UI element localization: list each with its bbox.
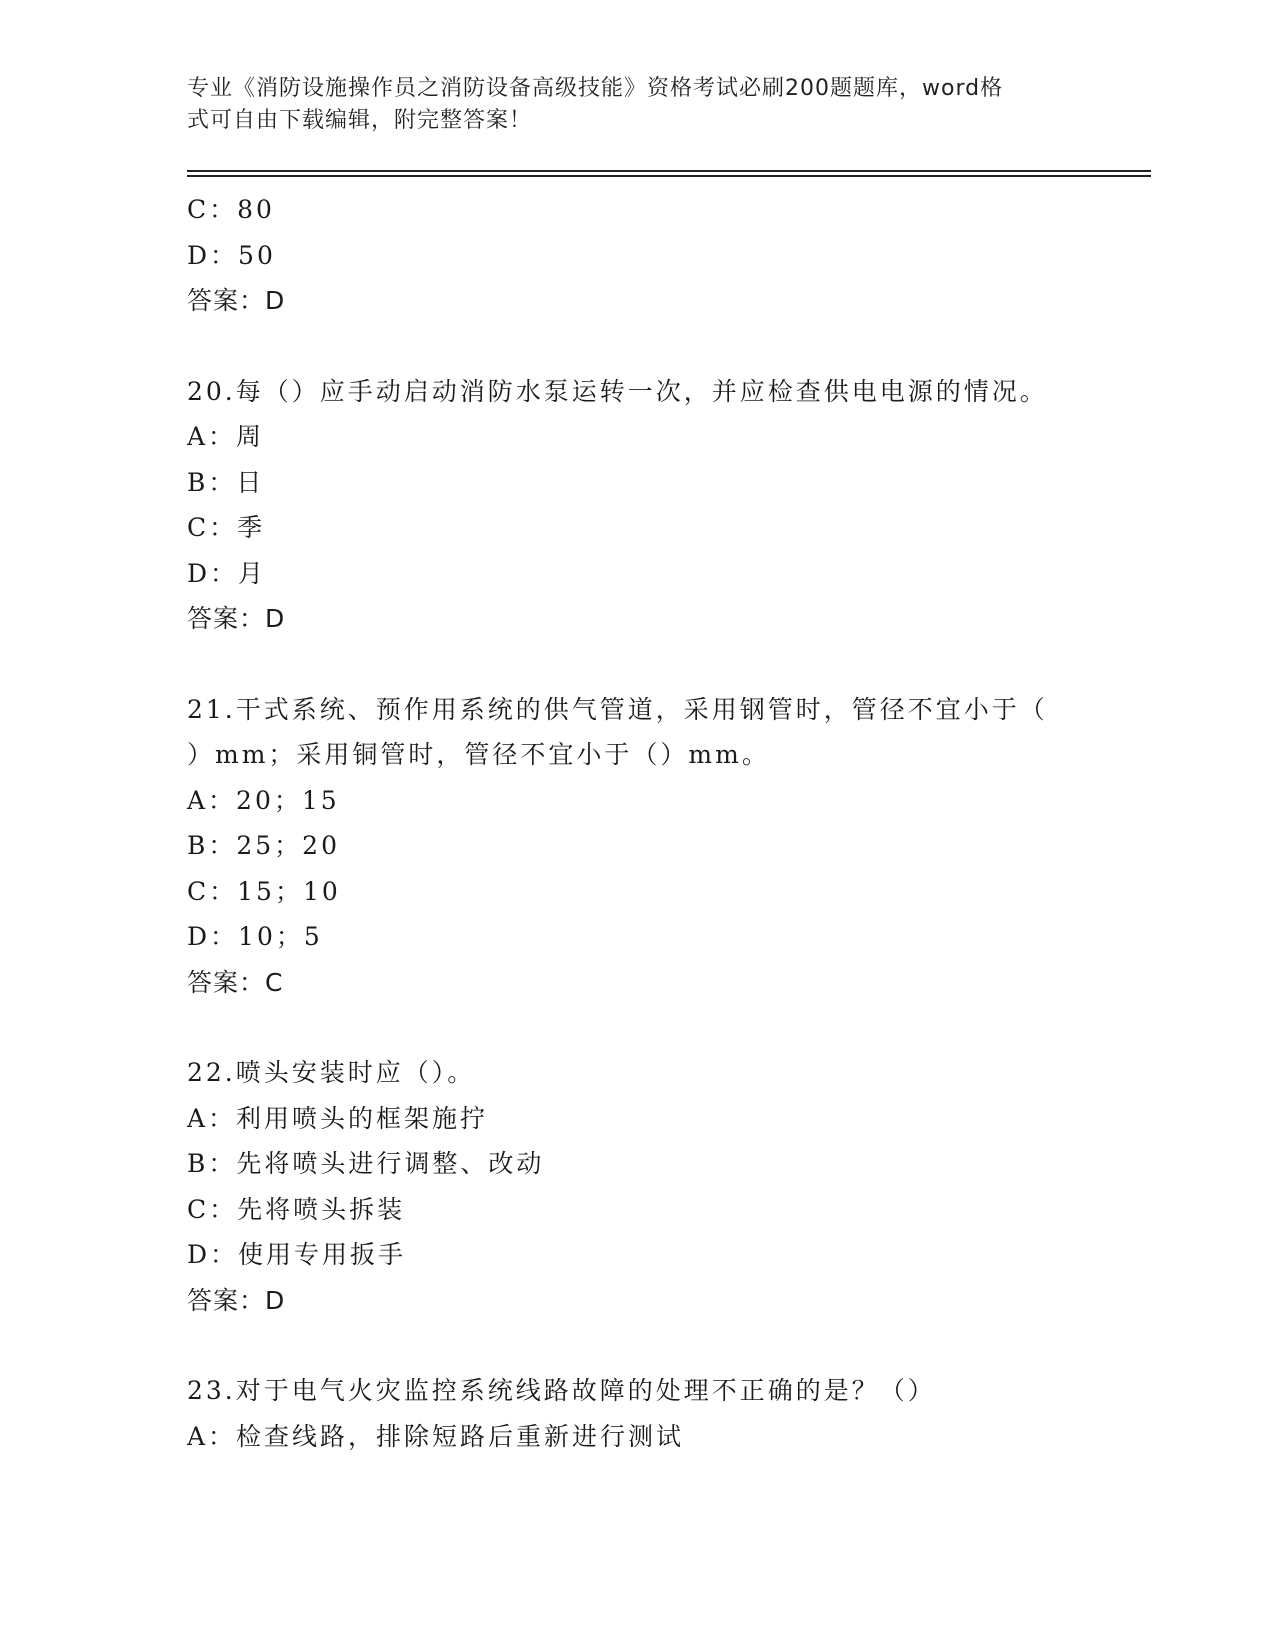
option-d: D：50 [187,240,276,270]
header-divider-top [187,170,1151,172]
document-header [187,73,1067,137]
question-stem-line-1: 21.干式系统、预作用系统的供气管道，采用钢管时，管径不宜小于（ [187,694,1048,724]
option-d: D：10；5 [187,922,323,951]
option-b: B：25；20 [187,831,340,860]
answer-line: 答案：D [187,604,286,633]
option-a: A：利用喷头的框架施拧 [187,1103,489,1133]
option-a: A：检查线路，排除短路后重新进行测试 [187,1421,685,1451]
option-c: C：80 [187,195,275,224]
option-d: D：月 [187,558,267,588]
question-stem: 20.每（）应手动启动消防水泵运转一次，并应检查供电电源的情况。 [187,376,1048,406]
answer-line: 答案：D [187,286,286,315]
header-line-2: 式可自由下载编辑，附完整答案！ [187,108,533,133]
header-line-1: 专业《消防设施操作员之消防设备高级技能》资格考试必刷200题题库，word格 [187,76,1004,101]
option-d: D：使用专用扳手 [187,1240,407,1269]
option-b: B：日 [187,467,265,497]
answer-line: 答案：C [187,967,284,997]
question-stem: 22.喷头安装时应（）。 [187,1058,476,1087]
option-a: A：20；15 [187,785,340,815]
option-c: C：季 [187,513,266,542]
header-divider-bottom [187,175,1151,177]
option-c: C：先将喷头拆装 [187,1194,406,1224]
option-b: B：先将喷头进行调整、改动 [187,1149,545,1178]
question-stem: 23.对于电气火灾监控系统线路故障的处理不正确的是？（） [187,1376,936,1405]
option-c: C：15；10 [187,876,341,906]
question-stem-line-2: ）mm；采用铜管时，管径不宜小于（）mm。 [187,740,770,769]
option-a: A：周 [187,422,265,451]
answer-line: 答案：D [187,1285,286,1315]
question-list [187,187,1067,1459]
